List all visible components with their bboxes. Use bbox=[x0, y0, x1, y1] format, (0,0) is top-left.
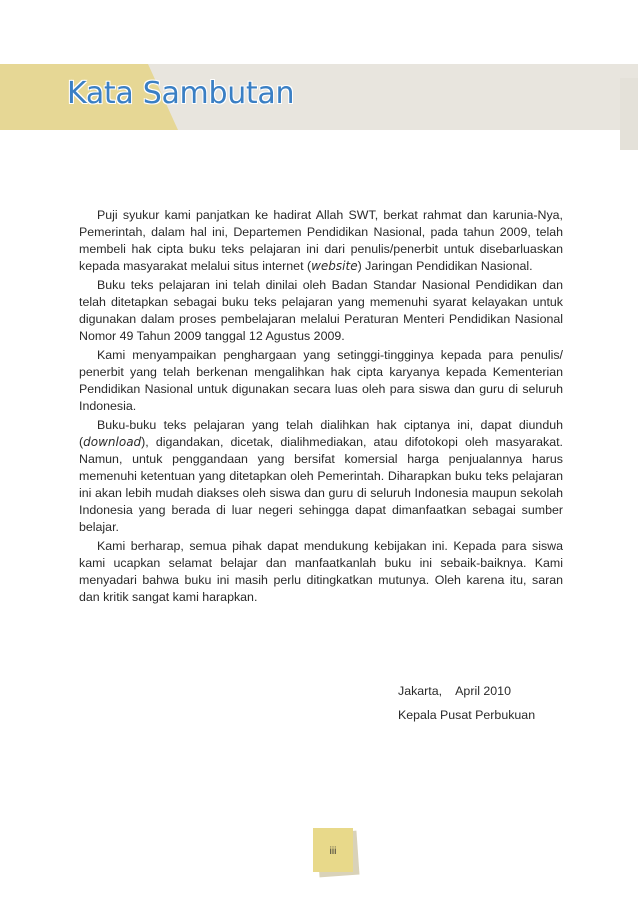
paragraph-1-text-a: Puji syukur kami panjatkan ke hadirat Allah SWT, berkat rahmat dan karunia-Nya, Pemerintah, dalam hal ini, Departemen Pendidikan Nasional, pada tahun 2009, telah membeli hak cipta buku teks pelajaran ini dari penulis/penerbit untuk disebarluaskan kepada masyarakat melalui situs internet ( bbox=[79, 208, 563, 273]
paragraph-1-text-b: ) Jaringan Pendidikan Nasional. bbox=[357, 259, 533, 273]
signature-title: Kepala Pusat Perbukuan bbox=[398, 708, 536, 722]
paragraph-4-text-a: Buku-buku teks pelajaran yang telah dialihkan hak ciptanya ini, dapat diunduh ( bbox=[79, 418, 563, 449]
paragraph-4-text-b: ), digandakan, dicetak, dialihmediakan, atau difotokopi oleh masyarakat. Namun, untuk penggandaan yang bersifat komersial harga penjualannya harus memenuhi ketentuan yang ditetapkan oleh Pemerintah. Diharapkan buku teks pelajaran ini akan lebih mudah diakses oleh siswa dan guru di seluruh Indonesia maupun sekolah Indonesia yang berada di luar negeri sehingga dapat dimanfaatkan sebagai sumber belajar. bbox=[79, 435, 563, 534]
paragraph-1 bbox=[79, 207, 563, 275]
paragraph-3: Kami menyampaikan penghargaan yang setinggi-tingginya kepada para penulis/ penerbit yang telah berkenan mengalihkan hak cipta karyanya kepada Kementerian Pendidikan Nasional untuk digunakan secara luas oleh para siswa dan guru di seluruh Indonesia. bbox=[79, 348, 563, 413]
foreword-body bbox=[79, 207, 563, 608]
header-band-edge bbox=[620, 78, 638, 150]
paragraph-4 bbox=[79, 417, 563, 536]
paragraph-1-emphasis: website bbox=[311, 259, 358, 273]
page-title: Kata Sambutan bbox=[67, 76, 295, 111]
paragraph-4-emphasis: download bbox=[83, 435, 142, 449]
signature-place-date: Jakarta, April 2010 bbox=[398, 684, 511, 698]
page-number: iii bbox=[329, 846, 337, 857]
paragraph-2: Buku teks pelajaran ini telah dinilai oleh Badan Standar Nasional Pendidikan dan telah ditetapkan sebagai buku teks pelajaran yang memenuhi syarat kelayakan untuk digunakan dalam proses pembelajaran melalui Peraturan Menteri Pendidikan Nasional Nomor 49 Tahun 2009 tanggal 12 Agustus 2009. bbox=[79, 278, 563, 343]
paragraph-5: Kami berharap, semua pihak dapat mendukung kebijakan ini. Kepada para siswa kami ucapkan selamat belajar dan manfaatkanlah buku ini sebaik-baiknya. Kami menyadari bahwa buku ini masih perlu ditingkatkan mutunya. Oleh karena itu, saran dan kritik sangat kami harapkan. bbox=[79, 539, 563, 604]
